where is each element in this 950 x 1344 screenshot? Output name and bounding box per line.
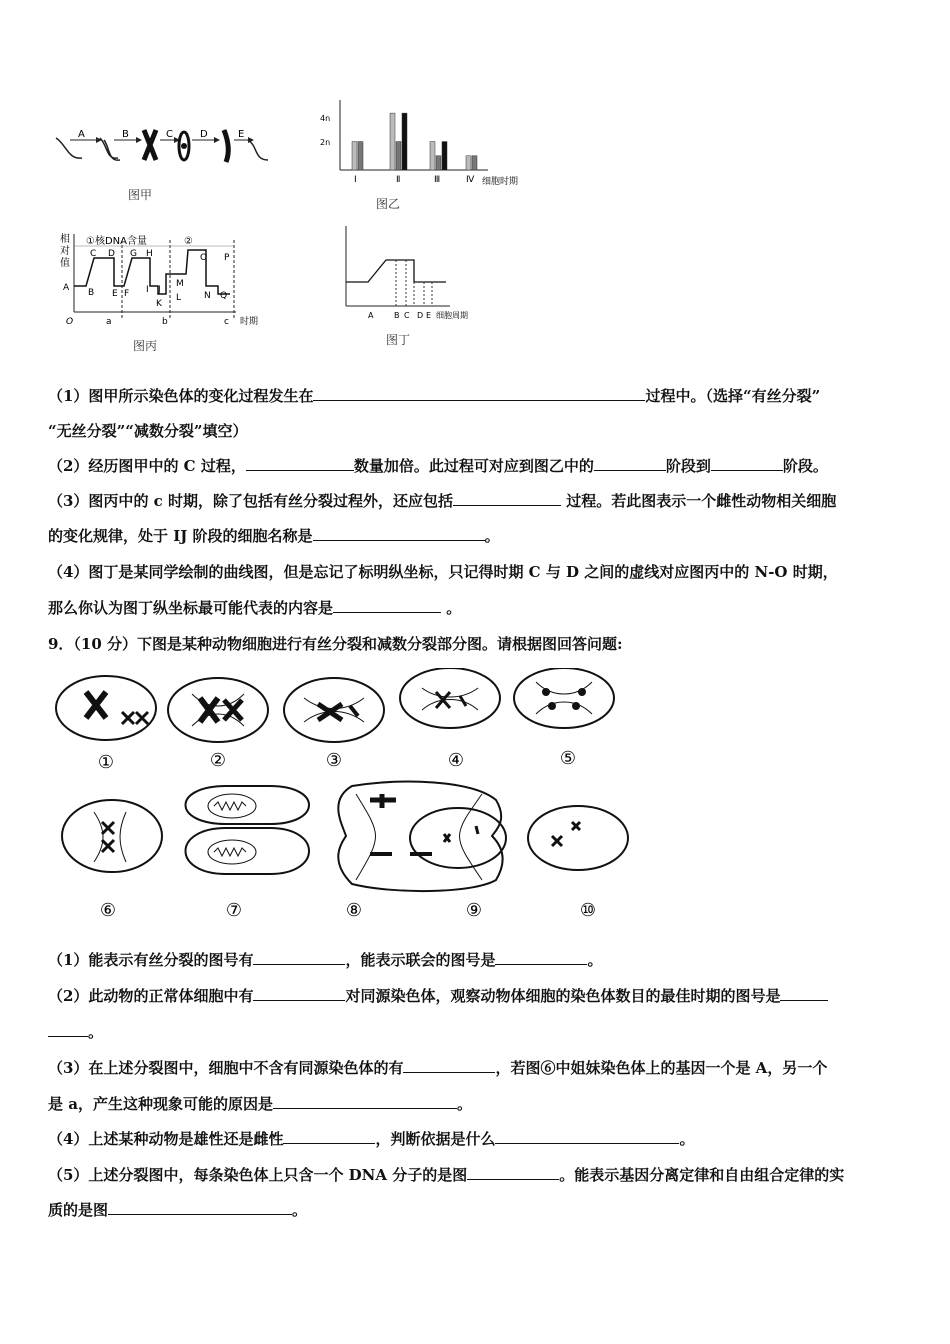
chromosome-process-diagram	[48, 120, 278, 180]
bar-series-3-Ⅲ	[442, 142, 447, 170]
x-label: Ⅱ	[396, 175, 401, 185]
cell-label: ③	[325, 750, 343, 771]
cell-diagrams-row-2	[52, 780, 632, 930]
curve-letter: N	[204, 291, 211, 301]
x-label: C	[404, 311, 410, 320]
curve-letter: K	[156, 299, 162, 309]
bar-series-1-Ⅱ	[390, 113, 395, 170]
answer-blank[interactable]	[246, 456, 354, 471]
x-label: D	[417, 311, 424, 320]
curve-letter: C	[90, 249, 97, 259]
cell-label: ④	[447, 750, 465, 771]
cell-diagrams-row-1	[52, 668, 632, 784]
answer-blank[interactable]	[48, 1022, 88, 1037]
bar-series-2-Ⅰ	[358, 142, 363, 170]
section-1-title: ①核DNA含量	[86, 236, 147, 247]
cell-4	[400, 668, 500, 771]
y-tick-2n: 2n	[320, 138, 331, 147]
answer-blank[interactable]	[403, 1058, 495, 1073]
answer-blank[interactable]	[495, 950, 587, 965]
curve-letter: P	[224, 253, 230, 263]
q8-part1-line1: （1）图甲所示染色体的变化过程发生在 过程中。（选择“有丝分裂”	[48, 387, 821, 405]
q9-part3-line2: 是 a，产生这种现象可能的原因是 。	[48, 1095, 472, 1113]
q9-part5-line1: （5）上述分裂图中，每条染色体上只含一个 DNA 分子的是图 。能表示基因分离定律和自由组合定律的实	[48, 1166, 845, 1184]
curve-letter: E	[112, 289, 118, 299]
curve-letter: O	[200, 253, 208, 263]
curve-letter: Q	[220, 291, 228, 301]
answer-blank[interactable]	[253, 986, 345, 1001]
answer-blank[interactable]	[711, 456, 783, 471]
x-axis-title: 细胞周期	[436, 311, 468, 320]
q9-part3-line1: （3）在上述分裂图中，细胞中不含有同源染色体的有 ，若图⑥中姐妹染色体上的基因一个是 A，另一个	[48, 1059, 828, 1077]
cell-label: ⑧	[345, 900, 363, 921]
bar-series-2-Ⅱ	[396, 142, 401, 170]
x-axis-title: 时期	[240, 317, 259, 327]
cell-cycle-curve	[340, 224, 490, 324]
answer-blank[interactable]	[273, 1094, 457, 1109]
caption-bing: 图丙	[133, 339, 158, 353]
curve-letter: H	[146, 249, 153, 259]
answer-blank[interactable]	[313, 386, 645, 401]
bar-series-1-Ⅲ	[430, 142, 435, 170]
caption-yi: 图乙	[376, 197, 401, 211]
answer-blank[interactable]	[467, 1165, 559, 1180]
q9-part5-line2: 质的是图 。	[48, 1201, 308, 1219]
x-label: b	[162, 317, 168, 327]
stage-label: A	[78, 129, 85, 140]
cell-label: ⑨	[465, 900, 483, 921]
dna-content-curve	[58, 230, 273, 330]
x-label: Ⅰ	[354, 175, 357, 185]
answer-blank[interactable]	[495, 1129, 679, 1144]
y-title-char: 相	[60, 234, 70, 245]
curve-letter: D	[108, 249, 115, 259]
x-axis-title: 细胞时期	[482, 177, 519, 187]
bar-series-1-Ⅰ	[352, 142, 357, 170]
q8-part1-line2: “无丝分裂”“减数分裂”填空）	[48, 422, 248, 440]
q9-part1: （1）能表示有丝分裂的图号有 ，能表示联会的图号是 。	[48, 951, 603, 969]
answer-blank[interactable]	[313, 526, 485, 541]
cell-5	[514, 668, 614, 769]
cell-label: ⑤	[559, 748, 577, 769]
y-tick-4n: 4n	[320, 114, 331, 123]
q8-part4-line2: 那么你认为图丁纵坐标最可能代表的内容是 。	[48, 599, 462, 617]
answer-blank[interactable]	[453, 491, 561, 506]
cell-2	[168, 678, 268, 771]
answer-blank[interactable]	[594, 456, 666, 471]
curve-letter: M	[176, 279, 184, 289]
stage-label: B	[122, 129, 129, 140]
q9-header: 9．（10 分）下图是某种动物细胞进行有丝分裂和减数分裂部分图。请根据图回答问题:	[48, 635, 623, 653]
caption-jia: 图甲	[128, 188, 153, 202]
curve-letter: J	[158, 285, 161, 295]
curve-letter: A	[63, 283, 70, 293]
cell-label: ⑩	[579, 900, 597, 921]
q9-part2-line1: （2）此动物的正常体细胞中有 对同源染色体，观察动物体细胞的染色体数目的最佳时期的图号是	[48, 986, 828, 1006]
caption-ding: 图丁	[386, 333, 411, 347]
q8-part2: （2）经历图甲中的 C 过程， 数量加倍。此过程可对应到图乙中的 阶段到 阶段。	[48, 457, 828, 475]
x-label: c	[224, 317, 229, 327]
x-label: B	[394, 311, 400, 320]
bar-series-2-Ⅲ	[436, 156, 441, 170]
curve-letter: L	[176, 293, 182, 303]
q8-part4-line1: （4）图丁是某同学绘制的曲线图，但是忘记了标明纵坐标，只记得时期 C 与 D 之间的虚线对应图丙中的 N-O 时期，	[48, 563, 838, 581]
q9-part4: （4）上述某种动物是雄性还是雌性 ，判断依据是什么 。	[48, 1130, 695, 1148]
answer-blank[interactable]	[780, 986, 828, 1001]
curve-letter: F	[124, 289, 130, 299]
cell-9	[410, 808, 506, 921]
curve-letter: B	[88, 288, 95, 298]
bar-series-2-Ⅳ	[472, 156, 477, 170]
x-label: Ⅳ	[466, 175, 475, 185]
cell-1	[56, 676, 156, 773]
stage-label: E	[238, 129, 245, 140]
x-label: E	[426, 311, 432, 320]
q9-part2-line2: 。	[48, 1022, 103, 1042]
stage-label: C	[166, 129, 173, 140]
bar-series-1-Ⅳ	[466, 156, 471, 170]
answer-blank[interactable]	[108, 1200, 292, 1215]
figure-bing	[58, 230, 273, 334]
section-2-title: ②	[184, 236, 193, 247]
cell-label: ⑥	[99, 900, 117, 921]
bar-chart-yi	[318, 98, 538, 193]
answer-blank[interactable]	[253, 950, 345, 965]
curve-letter: G	[130, 249, 137, 259]
cell-label: ①	[97, 752, 115, 773]
answer-blank[interactable]	[283, 1129, 375, 1144]
figure-yi	[318, 98, 538, 197]
cell-3	[284, 678, 384, 771]
stage-label: D	[200, 129, 208, 140]
x-label: Ⅲ	[434, 175, 441, 185]
cell-10	[528, 806, 628, 921]
bar-series-3-Ⅱ	[402, 113, 407, 170]
x-label: a	[106, 317, 112, 327]
cell-label: ②	[209, 750, 227, 771]
x-label: O	[66, 317, 74, 327]
y-title-char: 对	[60, 246, 70, 257]
cell-7	[186, 786, 310, 921]
x-label: A	[368, 311, 374, 320]
curve-letter: I	[146, 285, 149, 295]
q8-part3-line1: （3）图丙中的 c 时期，除了包括有丝分裂过程外，还应包括 过程。若此图表示一个雌性动物相关细胞	[48, 492, 837, 510]
cell-label: ⑦	[225, 900, 243, 921]
figure-ding	[340, 224, 490, 328]
cell-6	[62, 800, 162, 921]
answer-blank[interactable]	[333, 598, 441, 613]
figure-jia	[48, 120, 278, 184]
q8-part3-line2: 的变化规律，处于 IJ 阶段的细胞名称是 。	[48, 527, 500, 545]
y-title-char: 值	[60, 258, 70, 269]
